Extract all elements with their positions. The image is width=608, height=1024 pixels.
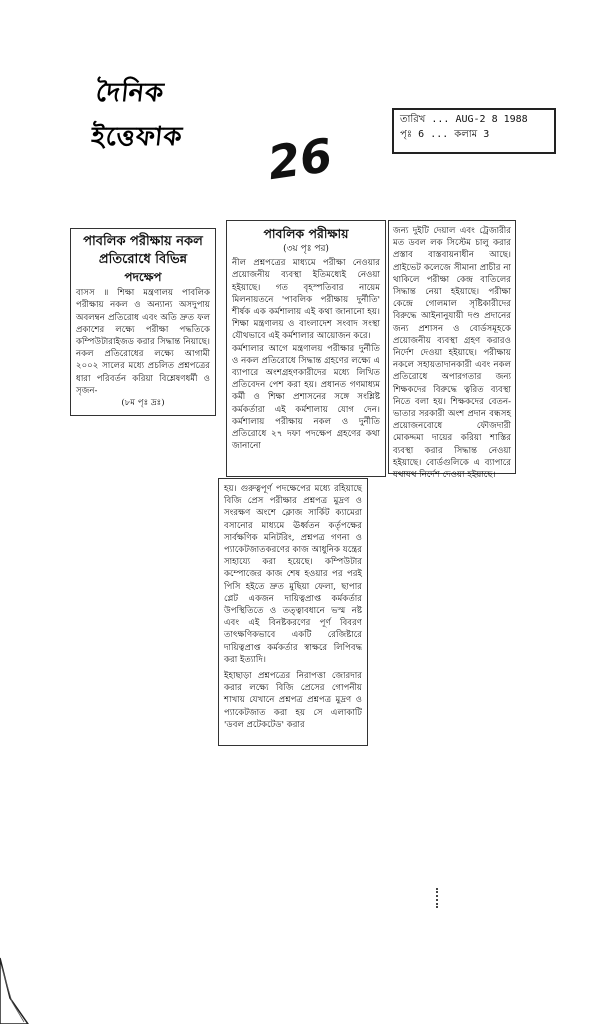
article1-subhead: পদক্ষেপ [124,270,162,284]
pen-mark [436,888,452,908]
article4-para1: হয়। গুরুত্বপূর্ণ পদক্ষেপের মধ্যে রহিয়াছে বিজি প্রেস পরীক্ষার প্রশ্নপত্র মুদ্রণ ও সংরক্ষণ অংশে ক্লোজ সার্কিট ক্যামেরা বসানোর মাধ্যমে ঊর্ধ্বতন কর্তৃপক্ষের সার্বক্ষণিক মনিটরিং, প্রশ্নপত্র গণনা ও প্যাকেটজাতকরণের কাজ আধুনিক যন্ত্রের সাহায্যে করা হয়েছে। কম্পিউটার কম্পোজের কাজ শেষ হওয়ার পর পরই পিসি হইতে দ্রুত মুছিয়া ফেলা, ছাপার প্লেট একজন দায়িত্বপ্রাপ্ত কর্মকর্তার উপস্থিতিতে ও তত্ত্বাবধানে ভস্ম নষ্ট এবং এই বিনষ্টকরণের পূর্ণ বিবরণ তাৎক্ষণিকভাবে একটি রেজিষ্টারে দায়িত্বপ্রাপ্ত কর্মকর্তার স্বাক্ষরে লিপিবদ্ধ করা ইত্যাদি। [224,484,362,665]
stamp-column-label: কলাম [454,129,478,140]
article3-body: জন্য দুইটি দেয়াল এবং ট্রেজারীর মত ডবল লক সিস্টেম চালু করার প্রস্তাব বাস্তবায়নাধীন আছে। প্রাইভেট কলেজে সীমানা প্রাচীর না থাকিলে পরীক্ষা কেন্দ্র বাতিলের সিদ্ধান্ত নেয়া হইয়াছে। পরীক্ষা কেন্দ্রে গোলমাল সৃষ্টিকারীদের বিরুদ্ধে আইনানুযায়ী দণ্ড প্রদানের জন্য প্রশাসন ও বোর্ডসমূহকে প্রয়োজনীয় ব্যবস্থা গ্রহণ করারও নির্দেশ দেওয়া হইয়াছে। পরীক্ষায় নকলে সহায়তাদানকারী এবং নকল প্রতিরোধে অপারগতার জন্য শিক্ষকদের বিরুদ্ধে ত্বরিত ব্যবস্থা নিতে বলা হয়। শিক্ষকদের বেতন-ভাতার সরকারী অংশ প্রদান বন্ধসহ প্রয়োজনবোধে ফৌজদারী মোকদ্দমা দায়ের করিয়া শাস্তির ব্যবস্থা করার সিদ্ধান্ত নেওয়া হইয়াছে। বোর্ডগুলিকে এ ব্যাপারে যথাযথ নির্দেশ দেওয়া হইয়াছে। [393,226,511,481]
article2-para1: নীল প্রশ্নপত্রের মাধ্যমে পরীক্ষা নেওয়ার প্রয়োজনীয় ব্যবস্থা ইতিমধ্যেই নেওয়া হইয়াছে। গত বৃহস্পতিবার নায়েম মিলনায়তনে 'পাবলিক পরীক্ষায় দুর্নীতি' শীর্ষক এক কর্মশালায় এই কথা জানানো হয়। শিক্ষা মন্ত্রণালয় ও বাংলাদেশ সংবাদ সংস্থা যৌথভাবে এই কর্মশালার আয়োজন করে। [232,258,380,342]
article2-para2: কর্মশালার আগে মন্ত্রণালয় পরীক্ষার দুর্নীতি ও নকল প্রতিরোধে সিদ্ধান্ত গ্রহণের লক্ষ্যে এ ব্যাপারে অংশগ্রহণকারীদের মধ্যে লিখিত প্রতিবেদন পেশ করা হয়। প্রধানত গণমাধ্যম কর্মী ও শিক্ষা প্রশাসনের সঙ্গে সংশ্লিষ্ট কর্মকর্তারা এই কর্মশালায় যোগ দেন। কর্মশালায় পরীক্ষায় নকল ও দুর্নীতি প্রতিরোধে ২৭ দফা পদক্ষেপ গ্রহণের কথা জানানো [232,343,380,452]
article1-headline: পাবলিক পরীক্ষায় নকল প্রতিরোধে বিভিন্ন [83,234,203,267]
folded-corner-icon [0,958,30,1024]
article-clipping-3 [388,220,516,481]
article-clipping-1 [70,228,216,416]
stamp-page-value: 6 [418,129,425,140]
stamp-date-value: AUG-2 8 1988 [455,114,528,125]
article-clipping-2 [226,220,386,477]
article2-headline: পাবলিক পরীক্ষায় [263,226,349,241]
stamp-column-value: 3 [483,129,490,140]
stamp-page-label: পৃঃ [400,129,413,140]
stamp-date-label: তারিখ [400,114,426,125]
handwritten-page-number: 26 [264,127,336,191]
article2-continued: (৩য় পৃঃ পর) [283,244,329,254]
stamp-date-row: তারিখ ... AUG-2 8 1988 [400,114,528,125]
clipping-stamp [392,108,556,154]
newspaper-masthead: দৈনিক ইত্তেফাক [89,78,185,152]
article-clipping-4 [218,478,368,746]
article1-jump: (৮ম পৃঃ দ্রঃ) [121,398,165,409]
article4-para2: ইহাছাড়া প্রশ্নপত্রের নিরাপত্তা জোরদার করার লক্ষ্যে বিজি প্রেসের গোপনীয় শাখায় যেখানে প্রশ্নপত্র প্রশ্নপত্র মুদ্রণ ও প্যাকেটজাত করা হয় সে এলাকাটি 'ডবল প্রটেকটেড' করার [224,671,362,730]
stamp-page-row: পৃঃ 6 ... কলাম 3 [400,129,490,140]
article1-body: বাসস ॥ শিক্ষা মন্ত্রণালয় পাবলিক পরীক্ষায় নকল ও অন্যান্য অসদুপায় অবলম্বন প্রতিরোধ এবং অতি দ্রুত ফল প্রকাশের লক্ষ্যে পরীক্ষা পদ্ধতিকে কম্পিউটারাইজড করার সিদ্ধান্ত নিয়াছে। নকল প্রতিরোধের লক্ষ্যে আগামী ২০০২ সালের মধ্যে প্রচলিত প্রশ্নপত্রের ধারা পরিবর্তন করিয়া বিশ্লেষণধর্মী ও সৃজন- [76,288,210,396]
